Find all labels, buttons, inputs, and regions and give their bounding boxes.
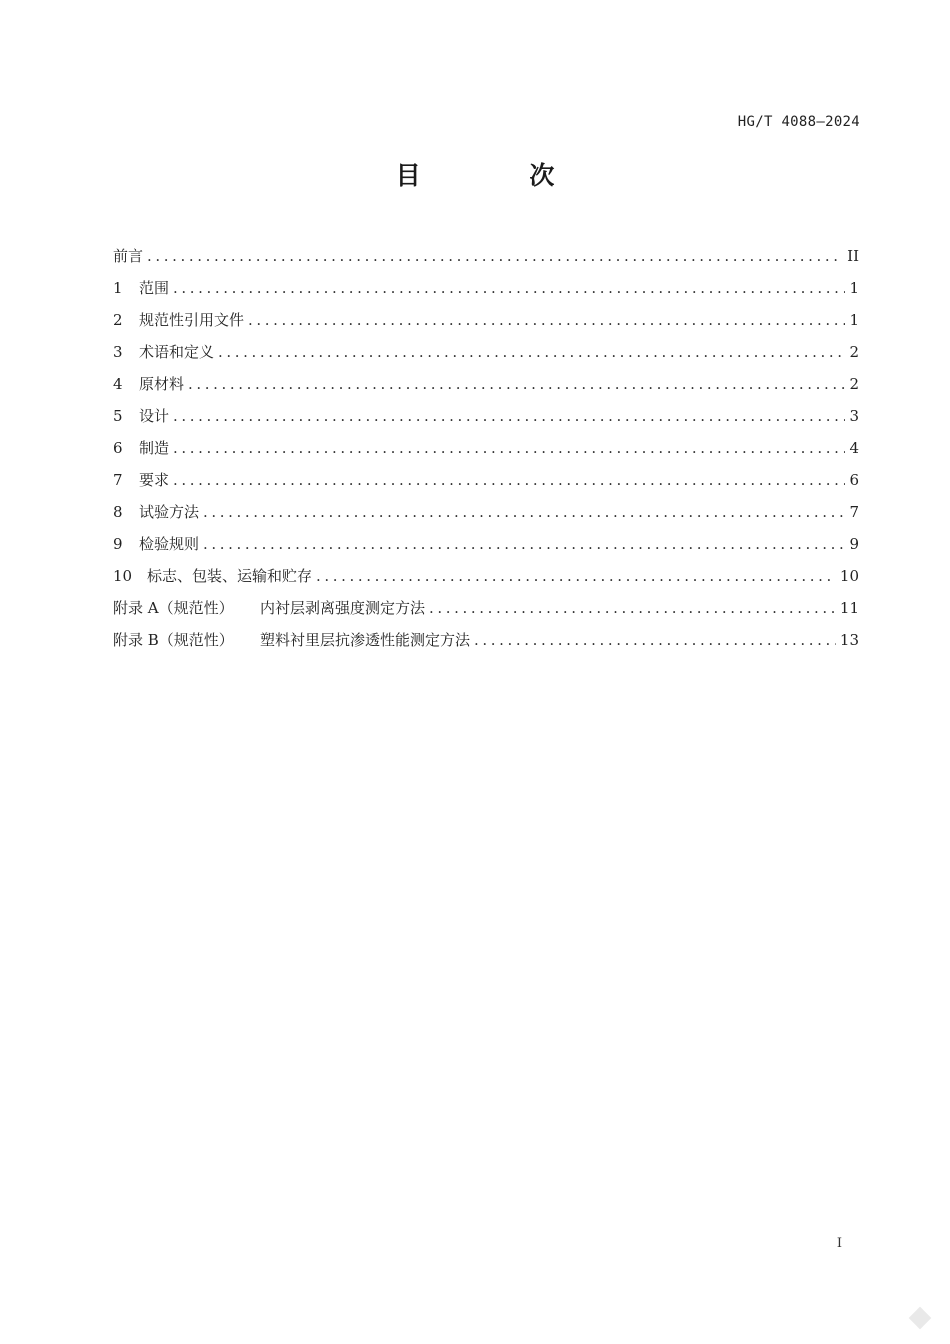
toc-entry-label: 术语和定义 <box>139 343 215 361</box>
toc-entry-page: II <box>847 247 859 265</box>
toc-entry-page: 4 <box>849 439 859 457</box>
toc-leader-dots <box>173 468 845 492</box>
toc-entry-label: 塑料衬里层抗渗透性能测定方法 <box>260 631 471 649</box>
toc-entry-number: 7 <box>113 471 123 489</box>
toc-entry-number: 10 <box>113 567 133 585</box>
toc-entry-label: 检验规则 <box>139 535 200 553</box>
toc-leader-dots <box>188 372 845 396</box>
toc-leader-dots <box>147 244 843 268</box>
toc-entry-test-methods[interactable] <box>113 500 859 532</box>
toc-entry-number: 4 <box>113 375 123 393</box>
toc-entry-label: 标志、包装、运输和贮存 <box>147 567 313 585</box>
toc-entry-number: 5 <box>113 407 123 425</box>
toc-entry-page: 10 <box>839 567 859 585</box>
toc-entry-page: 1 <box>849 279 859 297</box>
toc-leader-dots <box>316 564 836 588</box>
toc-entry-number: 8 <box>113 503 123 521</box>
toc-leader-dots <box>173 276 845 300</box>
toc-entry-scope[interactable] <box>113 276 859 308</box>
toc-leader-dots <box>173 404 845 428</box>
toc-entry-page: 13 <box>839 631 859 649</box>
toc-entry-label: 规范性引用文件 <box>139 311 245 329</box>
toc-entry-page: 11 <box>839 599 859 617</box>
toc-entry-terms-definitions[interactable] <box>113 340 859 372</box>
page-title: 目 次 <box>395 161 605 190</box>
toc-entry-page: 2 <box>849 375 859 393</box>
toc-entry-page: 9 <box>849 535 859 553</box>
toc-entry-number: 附录 A（规范性） <box>113 599 234 617</box>
toc-leader-dots <box>203 532 845 556</box>
toc-entry-label: 制造 <box>139 439 170 457</box>
toc-entry-page: 3 <box>849 407 859 425</box>
toc-entry-label: 试验方法 <box>139 503 200 521</box>
toc-entry-label: 要求 <box>139 471 170 489</box>
toc-entry-inspection-rules[interactable] <box>113 532 859 564</box>
toc-leader-dots <box>173 436 845 460</box>
toc-entry-label: 设计 <box>139 407 170 425</box>
toc-entry-page: 1 <box>849 311 859 329</box>
toc-leader-dots <box>474 628 836 652</box>
toc-entry-label: 范围 <box>139 279 170 297</box>
toc-entry-number: 附录 B（规范性） <box>113 631 234 649</box>
toc-entry-number: 2 <box>113 311 123 329</box>
toc-entry-normative-references[interactable] <box>113 308 859 340</box>
toc-entry-requirements[interactable] <box>113 468 859 500</box>
toc-entry-label: 原材料 <box>139 375 185 393</box>
toc-entry-design[interactable] <box>113 404 859 436</box>
toc-entry-number: 6 <box>113 439 123 457</box>
toc-entry-manufacturing[interactable] <box>113 436 859 468</box>
toc-entry-page: 6 <box>849 471 859 489</box>
toc-entry-number: 1 <box>113 279 123 297</box>
toc-entry-label: 前言 <box>113 247 144 265</box>
toc-entry-number: 3 <box>113 343 123 361</box>
toc-entry-number: 9 <box>113 535 123 553</box>
page-number: I <box>836 1236 842 1251</box>
standard-code: HG/T 4088—2024 <box>737 114 860 130</box>
toc-entry-raw-materials[interactable] <box>113 372 859 404</box>
toc-entry-foreword[interactable] <box>113 244 859 276</box>
toc-leader-dots <box>203 500 845 524</box>
table-of-contents <box>113 244 859 660</box>
toc-entry-page: 2 <box>849 343 859 361</box>
toc-leader-dots <box>218 340 845 364</box>
toc-leader-dots <box>429 596 836 620</box>
toc-entry-label: 内衬层剥离强度测定方法 <box>260 599 426 617</box>
toc-entry-marking-packaging[interactable] <box>113 564 859 596</box>
toc-entry-page: 7 <box>849 503 859 521</box>
toc-entry-annex-a[interactable] <box>113 596 859 628</box>
page-corner-fold <box>909 1307 932 1330</box>
toc-entry-annex-b[interactable] <box>113 628 859 660</box>
toc-leader-dots <box>248 308 845 332</box>
